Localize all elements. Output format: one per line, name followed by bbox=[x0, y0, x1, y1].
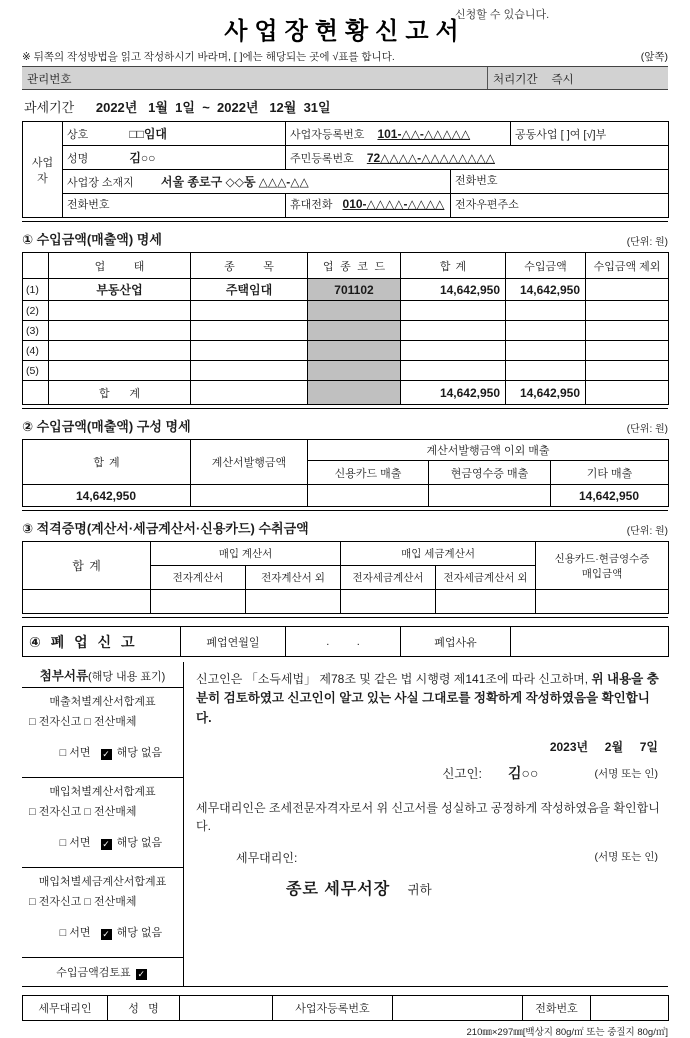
processing-time-cell bbox=[488, 67, 668, 89]
agent-sign-row bbox=[236, 849, 658, 866]
address-value-2: △△△-△△ bbox=[258, 175, 309, 189]
section-divider bbox=[22, 617, 668, 618]
row-income bbox=[506, 321, 586, 341]
row-total bbox=[401, 301, 506, 321]
section2-title: ② 수입금액(매출액) 구성 명세 bbox=[22, 419, 191, 434]
row-type bbox=[49, 341, 191, 361]
email-label: 전자우편주소 bbox=[455, 199, 519, 211]
phone-left-label: 전화번호 bbox=[67, 199, 110, 211]
total-excluded bbox=[586, 381, 669, 405]
checkbox-label: 해당 없음 bbox=[116, 837, 163, 849]
management-number-label: 관리번호 bbox=[27, 74, 72, 86]
paper-spec-footer: 210㎜×297㎜[백상지 80g/㎡ 또는 중질지 80g/㎡] bbox=[466, 1027, 668, 1038]
col-e-tax-invoice-ex: 전자세금계산서 외 bbox=[436, 566, 536, 590]
attachments-title-note: (해당 내용 표기) bbox=[88, 671, 166, 683]
agent-row-label: 세무대리인 bbox=[23, 996, 108, 1021]
col-invoice-issued: 계산서발행금액 bbox=[191, 440, 308, 485]
checkbox-label: 해당 없음 bbox=[116, 927, 163, 939]
checkbox-checked bbox=[101, 749, 112, 760]
phone-left-cell bbox=[63, 194, 286, 218]
checkbox-checked bbox=[136, 969, 147, 980]
email-cell bbox=[451, 194, 669, 218]
declaration-paragraph-2: 세무대리인은 조세전문자격자로서 위 신고서를 성실하고 공정하게 작성하였음을 확인합니다. bbox=[196, 801, 660, 834]
total-row bbox=[23, 381, 669, 405]
declarant-label: 신고인: bbox=[442, 767, 483, 782]
owner-name-value: 김○○ bbox=[129, 151, 156, 165]
col-code: 업종코드 bbox=[308, 253, 401, 279]
row-no-header bbox=[23, 253, 49, 279]
form-page bbox=[0, 11, 690, 1038]
agent-name-value bbox=[180, 996, 273, 1021]
checkbox-checked bbox=[101, 929, 112, 940]
val-e-invoice bbox=[151, 590, 246, 614]
col-card-line2: 매입금액 bbox=[581, 567, 623, 580]
col-e-invoice: 전자계산서 bbox=[151, 566, 246, 590]
col-total: 합계 bbox=[401, 253, 506, 279]
row-code bbox=[308, 301, 401, 321]
col-cash-receipt-sales: 현금영수증 매출 bbox=[429, 461, 551, 485]
section1-title: ① 수입금액(매출액) 명세 bbox=[22, 232, 162, 247]
processing-time-label: 처리기간 bbox=[493, 74, 538, 86]
instruction-text: ※ 뒤쪽의 작성방법을 읽고 작성하시기 바라며, [ ]에는 해당되는 곳에 √표를 합니다. bbox=[22, 51, 395, 63]
mobile-label: 휴대전화 bbox=[290, 199, 333, 211]
closure-report-table bbox=[22, 626, 669, 657]
section-divider bbox=[22, 510, 668, 511]
attachment-options bbox=[22, 730, 183, 773]
table-row bbox=[23, 321, 669, 341]
agent-reg-label: 사업자등록번호 bbox=[273, 996, 393, 1021]
tax-agent-table bbox=[22, 995, 669, 1021]
declaration-text-bold: 위 내용을 충분히 검토하였고 신고인이 알고 있는 사실 그대로를 정확하게 작성하였음을 확인합니다. bbox=[196, 672, 659, 725]
row-type bbox=[49, 321, 191, 341]
business-side-label: 사업자 bbox=[23, 122, 63, 218]
mobile-value: 010-△△△△-△△△△ bbox=[342, 197, 445, 211]
row-excluded bbox=[586, 301, 669, 321]
col-purchase-tax-invoice-group: 매입 세금계산서 bbox=[341, 542, 536, 566]
check-icon: ✓ bbox=[137, 969, 145, 979]
row-item bbox=[191, 321, 308, 341]
row-item bbox=[191, 341, 308, 361]
closure-reason-label: 폐업사유 bbox=[401, 627, 511, 657]
val-e-tax-invoice bbox=[341, 590, 436, 614]
col-item: 종목 bbox=[191, 253, 308, 279]
agent-sign-or-seal-note: (서명 또는 인) bbox=[594, 851, 658, 864]
agent-phone-label: 전화번호 bbox=[523, 996, 591, 1021]
tax-period-row bbox=[24, 97, 668, 116]
col-total: 합계 bbox=[23, 542, 151, 590]
address-value: 서울 종로구 ◇◇동 bbox=[160, 175, 256, 189]
total-row-no bbox=[23, 381, 49, 405]
closure-date-value: . . bbox=[286, 627, 401, 657]
declaration-text-normal: 신고인은 「소득세법」 제78조 및 같은 법 시행령 제141조에 따라 신고하며, bbox=[196, 672, 589, 686]
instruction-row bbox=[22, 49, 668, 64]
col-type: 업태 bbox=[49, 253, 191, 279]
section-divider bbox=[22, 221, 668, 222]
check-icon: ✓ bbox=[102, 929, 110, 939]
checkbox-unchecked: □ 서면 bbox=[59, 747, 91, 759]
tax-office-suffix: 귀하 bbox=[407, 883, 432, 898]
section1-header bbox=[22, 229, 668, 248]
income-composition-table bbox=[22, 439, 669, 507]
declarant-sign-row bbox=[196, 763, 658, 783]
attachment-group-name: 매출처별계산서합계표 bbox=[49, 696, 156, 708]
col-income: 수입금액 bbox=[506, 253, 586, 279]
row-item bbox=[191, 361, 308, 381]
resident-no-cell bbox=[286, 146, 669, 170]
col-card-line1: 신용카드·현금영수증 bbox=[554, 552, 650, 565]
agent-phone-value bbox=[591, 996, 669, 1021]
row-income bbox=[506, 341, 586, 361]
row-item bbox=[191, 301, 308, 321]
biz-reg-value: 101-△△-△△△△△ bbox=[377, 126, 471, 141]
row-no: (5) bbox=[23, 361, 49, 381]
row-no: (1) bbox=[23, 279, 49, 301]
table-row bbox=[23, 122, 669, 146]
section2-unit: (단위: 원) bbox=[626, 424, 668, 435]
table-row bbox=[23, 194, 669, 218]
phone-right-label: 전화번호 bbox=[455, 175, 498, 187]
section2-header bbox=[22, 416, 668, 435]
section3-unit: (단위: 원) bbox=[626, 526, 668, 537]
total-label: 합계 bbox=[49, 381, 191, 405]
mobile-cell bbox=[286, 194, 451, 218]
declaration-body bbox=[184, 662, 668, 986]
table-header-row bbox=[23, 253, 669, 279]
biz-reg-cell bbox=[286, 122, 511, 146]
val-cash bbox=[429, 485, 551, 507]
processing-time-value: 즉시 bbox=[551, 74, 574, 86]
meta-bar bbox=[22, 66, 668, 90]
attachment-options: □ 전자신고 □ 전산매체 bbox=[29, 716, 137, 728]
col-excluded: 수입금액 제외 bbox=[586, 253, 669, 279]
row-total: 14,642,950 bbox=[401, 279, 506, 301]
table-row bbox=[23, 996, 669, 1021]
declaration-date: 2023년 2월 7일 bbox=[549, 740, 658, 755]
row-type bbox=[49, 361, 191, 381]
val-card bbox=[308, 485, 429, 507]
attachment-group-name: 매입처별세금계산서합계표 bbox=[38, 876, 167, 888]
table-header-row bbox=[23, 542, 669, 566]
val-e-invoice-ex bbox=[246, 590, 341, 614]
income-review-label: 수입금액검토표 bbox=[56, 967, 131, 979]
row-total bbox=[401, 361, 506, 381]
top-cut-text: 신청할 수 있습니다. bbox=[455, 9, 550, 21]
val-card-cash bbox=[536, 590, 669, 614]
attachment-options: □ 전자신고 □ 전산매체 bbox=[29, 806, 137, 818]
agent-name-label: 성 명 bbox=[108, 996, 180, 1021]
val-total: 14,642,950 bbox=[23, 485, 191, 507]
table-row bbox=[23, 146, 669, 170]
section-divider bbox=[22, 408, 668, 409]
biz-reg-label: 사업자등록번호 bbox=[290, 128, 365, 141]
row-no: (2) bbox=[23, 301, 49, 321]
front-page-label: (앞쪽) bbox=[640, 51, 668, 63]
attachment-group-name: 매입처별계산서합계표 bbox=[49, 786, 156, 798]
address-cell bbox=[63, 170, 451, 194]
attachments-panel bbox=[22, 662, 184, 986]
resident-no-value: 72△△△△-△△△△△△△△ bbox=[366, 150, 495, 165]
row-excluded bbox=[586, 321, 669, 341]
attachment-options bbox=[22, 820, 183, 863]
table-row bbox=[23, 301, 669, 321]
table-row bbox=[23, 279, 669, 301]
section1-unit: (단위: 원) bbox=[626, 237, 668, 248]
section3-title: ③ 적격증명(계산서·세금계산서·신용카드) 수취금액 bbox=[22, 521, 309, 536]
declarant-name: 김○○ bbox=[508, 765, 539, 782]
owner-name-label: 성명 bbox=[67, 153, 89, 165]
total-item bbox=[191, 381, 308, 405]
row-item: 주택임대 bbox=[191, 279, 308, 301]
row-excluded bbox=[586, 341, 669, 361]
attachments-header bbox=[22, 662, 183, 688]
attachment-group bbox=[22, 778, 183, 868]
owner-name-cell bbox=[63, 146, 286, 170]
row-code: 701102 bbox=[308, 279, 401, 301]
agent-reg-value bbox=[393, 996, 523, 1021]
income-review-row bbox=[22, 958, 183, 986]
resident-no-label: 주민등록번호 bbox=[290, 152, 354, 165]
trade-name-cell bbox=[63, 122, 286, 146]
row-total bbox=[401, 341, 506, 361]
attachments-title: 첨부서류 bbox=[39, 669, 89, 683]
closure-date-label: 폐업연월일 bbox=[181, 627, 286, 657]
checkbox-checked bbox=[101, 839, 112, 850]
total-income: 14,642,950 bbox=[506, 381, 586, 405]
row-excluded bbox=[586, 361, 669, 381]
attachment-group bbox=[22, 688, 183, 778]
val-total bbox=[23, 590, 151, 614]
declaration-section bbox=[22, 662, 668, 987]
val-invoice bbox=[191, 485, 308, 507]
attachment-options: □ 전자신고 □ 전산매체 bbox=[29, 896, 137, 908]
total-total: 14,642,950 bbox=[401, 381, 506, 405]
tax-office-row bbox=[196, 876, 664, 899]
col-e-invoice-ex: 전자계산서 외 bbox=[246, 566, 341, 590]
phone-right-cell bbox=[451, 170, 669, 194]
row-total bbox=[401, 321, 506, 341]
table-header-row bbox=[23, 440, 669, 461]
declaration-paragraph-1 bbox=[196, 670, 664, 728]
row-excluded bbox=[586, 279, 669, 301]
tax-period-value: 2022년 1월 1일 ~ 2022년 12월 31일 bbox=[95, 100, 331, 115]
row-no: (3) bbox=[23, 321, 49, 341]
row-type: 부동산업 bbox=[49, 279, 191, 301]
col-total: 합계 bbox=[23, 440, 191, 485]
total-code bbox=[308, 381, 401, 405]
checkbox-unchecked: □ 서면 bbox=[59, 837, 91, 849]
attachment-group bbox=[22, 868, 183, 958]
val-other: 14,642,950 bbox=[551, 485, 669, 507]
management-number-cell bbox=[22, 67, 488, 89]
val-e-tax-invoice-ex bbox=[436, 590, 536, 614]
attachment-options bbox=[22, 910, 183, 953]
table-row bbox=[23, 361, 669, 381]
table-row bbox=[23, 590, 669, 614]
col-group-non-invoice: 계산서발행금액 이외 매출 bbox=[308, 440, 669, 461]
col-card-cash-purchase bbox=[536, 542, 669, 590]
table-row bbox=[23, 170, 669, 194]
col-card-sales: 신용카드 매출 bbox=[308, 461, 429, 485]
agent-label: 세무대리인: bbox=[236, 851, 298, 866]
form-title: 사업장현황신고서 bbox=[224, 18, 466, 45]
joint-business-cell: 공동사업 [ ]여 [√]부 bbox=[511, 122, 669, 146]
col-e-tax-invoice: 전자세금계산서 bbox=[341, 566, 436, 590]
row-code bbox=[308, 361, 401, 381]
col-other-sales: 기타 매출 bbox=[551, 461, 669, 485]
address-label: 사업장 소재지 bbox=[67, 177, 134, 189]
section3-header bbox=[22, 518, 668, 537]
checkbox-label: 해당 없음 bbox=[116, 747, 163, 759]
tax-office-name: 종로 세무서장 bbox=[286, 881, 391, 899]
check-icon: ✓ bbox=[102, 839, 110, 849]
row-code bbox=[308, 341, 401, 361]
row-income: 14,642,950 bbox=[506, 279, 586, 301]
closure-reason-value bbox=[511, 627, 669, 657]
trade-name-label: 상호 bbox=[67, 129, 89, 141]
tax-period-label: 과세기간 bbox=[24, 100, 75, 115]
check-icon: ✓ bbox=[102, 749, 110, 759]
checkbox-unchecked: □ 서면 bbox=[59, 927, 91, 939]
row-income bbox=[506, 361, 586, 381]
table-row bbox=[23, 485, 669, 507]
row-type bbox=[49, 301, 191, 321]
income-detail-table bbox=[22, 252, 669, 405]
table-row bbox=[23, 627, 669, 657]
evidence-received-table bbox=[22, 541, 669, 614]
row-no: (4) bbox=[23, 341, 49, 361]
business-info-table bbox=[22, 121, 669, 218]
sign-or-seal-note: (서명 또는 인) bbox=[594, 767, 658, 780]
row-income bbox=[506, 301, 586, 321]
table-row bbox=[23, 341, 669, 361]
col-purchase-invoice-group: 매입 계산서 bbox=[151, 542, 341, 566]
row-code bbox=[308, 321, 401, 341]
section4-title: ④ 폐 업 신 고 bbox=[23, 627, 181, 657]
trade-name-value: □□임대 bbox=[129, 127, 168, 141]
